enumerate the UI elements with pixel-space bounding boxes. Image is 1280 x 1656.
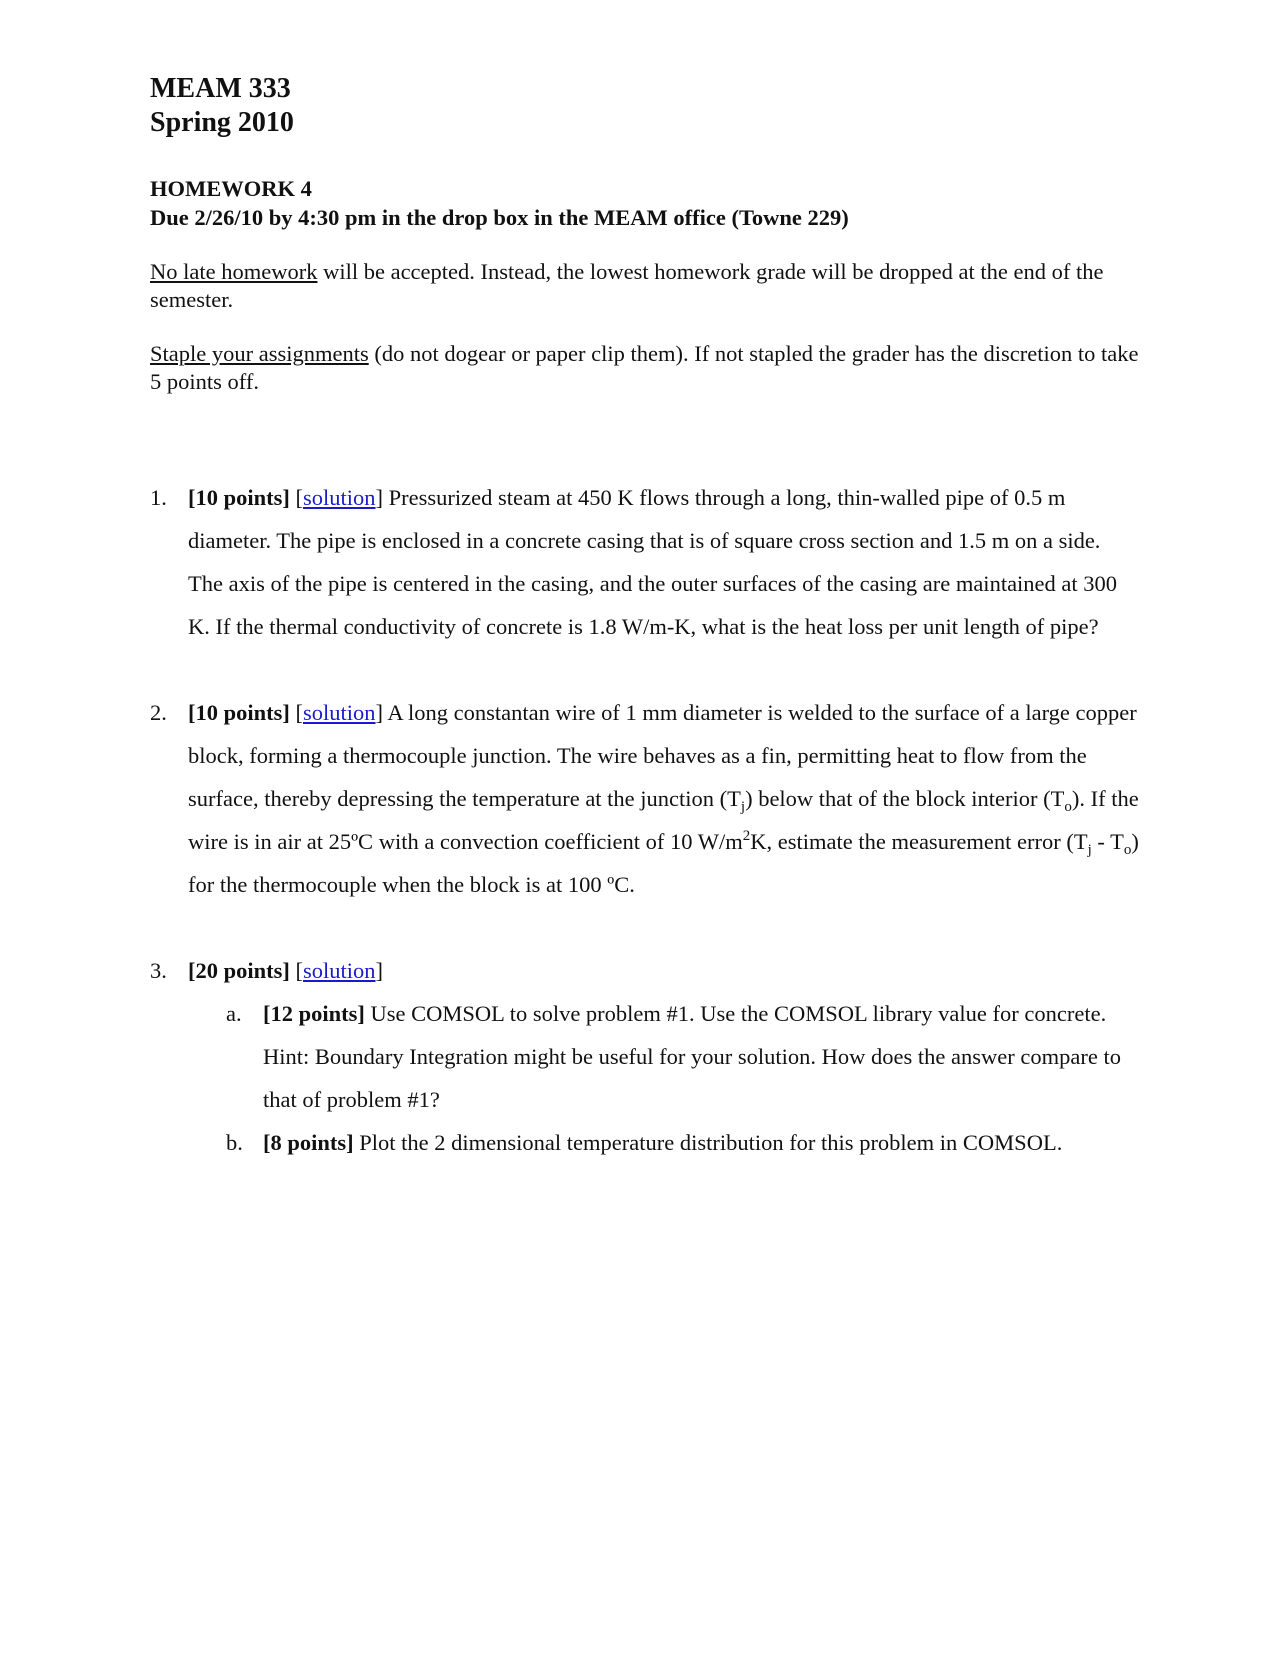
solution-link-3[interactable]: solution	[303, 958, 376, 983]
superscript-2: 2	[742, 828, 751, 844]
problem-3: 3. [20 points] [solution] a. [12 points] Use COMSOL to solve problem #1. Use the COMSOL library value for concrete. Hint: Boundary Integration might be useful for your solution. How does the answer compare to that of problem #1? b. [8 points] Plot the 2 dimensional temperature distribution for this problem in COMSOL.	[150, 949, 1140, 1164]
subpart-points: [8 points]	[263, 1130, 354, 1155]
homework-due-date: Due 2/26/10 by 4:30 pm in the drop box in the MEAM office (Towne 229)	[150, 205, 849, 230]
staple-policy	[150, 340, 1140, 396]
subscript-j: j	[740, 799, 746, 815]
problem-number: 1.	[150, 485, 167, 510]
homework-header	[150, 174, 1140, 232]
subpart-list	[226, 992, 1140, 1164]
problem-list	[150, 476, 1140, 1164]
problem-number: 3.	[150, 958, 167, 983]
solution-link-2[interactable]: solution	[303, 700, 376, 725]
course-term: Spring 2010	[150, 107, 294, 138]
homework-page	[150, 72, 1140, 1164]
homework-title: HOMEWORK 4	[150, 176, 312, 201]
text-run: ) below that of the block interior (T	[745, 786, 1065, 811]
subpart-text: Use COMSOL to solve problem #1. Use the COMSOL library value for concrete. Hint: Boundary Integration might be useful for your solution. How does the answer compare to that of problem #1?	[263, 1001, 1121, 1112]
subscript-o: o	[1064, 799, 1072, 815]
staple-policy-lead: Staple your assignments	[150, 341, 369, 366]
subpart-b	[226, 1121, 1140, 1164]
problem-points: [10 points]	[188, 700, 290, 725]
subpart-points: [12 points]	[263, 1001, 365, 1026]
late-policy	[150, 258, 1140, 314]
late-policy-lead: No late homework	[150, 259, 318, 284]
problem-points: [10 points]	[188, 485, 290, 510]
staple-policy-text: (do not dogear or paper clip them). If not stapled the grader has the discretion to take 5 points off.	[150, 341, 1139, 394]
solution-link-1[interactable]: solution	[303, 485, 376, 510]
course-code: MEAM 333	[150, 73, 291, 104]
problem-2: 2. [10 points] [solution] A long constantan wire of 1 mm diameter is welded to the surface of a large copper block, forming a thermocouple junction. The wire behaves as a fin, permitting heat to flow from the surface, thereby depressing the temperature at the junction $(T_j)$ below that of the block interior $(T_o)$. If the wire is in air at 25ºC with a convection coefficient of 10 $W/m^2K$, estimate the measurement error $(T_j - T_o)$ for the thermocouple when the block is at 100 ºC.	[150, 691, 1140, 906]
problem-1: 1. [10 points] [solution] Pressurized steam at 450 K flows through a long, thin-walled pipe of 0.5 m diameter. The pipe is enclosed in a concrete casing that is of square cross section and 1.5 m on a side. The axis of the pipe is centered in the casing, and the outer surfaces of the casing are maintained at 300 K. If the thermal conductivity of concrete is 1.8 W/m-K, what is the heat loss per unit length of pipe?	[150, 476, 1140, 648]
text-run: A long constantan wire of 1 mm diameter is welded to the surface of a large copper block, forming a thermocouple junction. The wire behaves as a fin, permitting heat to flow from the surface, thereby depressing the temperature at the junction (T	[188, 700, 1137, 811]
course-title	[150, 72, 1140, 140]
subscript-o: o	[1123, 842, 1132, 858]
text-run: ). If the wire is in air at 25ºC with a convection coefficient of 10 W/m	[188, 786, 1139, 854]
subpart-letter: a.	[226, 1001, 242, 1026]
subpart-a	[226, 992, 1140, 1121]
subpart-letter: b.	[226, 1130, 243, 1155]
text-run: K, estimate the measurement error (T	[750, 829, 1088, 854]
problem-number: 2.	[150, 700, 167, 725]
text-run: - T	[1091, 829, 1124, 854]
problem-text	[188, 700, 1139, 897]
problem-text: Pressurized steam at 450 K flows through a long, thin-walled pipe of 0.5 m diameter. The pipe is enclosed in a concrete casing that is of square cross section and 1.5 m on a side. The axis of the pipe is centered in the casing, and the outer surfaces of the casing are maintained at 300 K. If the thermal conductivity of concrete is 1.8 W/m-K, what is the heat loss per unit length of pipe?	[188, 485, 1118, 639]
subpart-text: Plot the 2 dimensional temperature distribution for this problem in COMSOL.	[359, 1130, 1063, 1155]
late-policy-text: will be accepted. Instead, the lowest homework grade will be dropped at the end of the semester.	[150, 259, 1104, 312]
text-run: ) for the thermocouple when the block is at 100 ºC.	[188, 829, 1139, 897]
problem-points: [20 points]	[188, 958, 290, 983]
subscript-j: j	[1087, 842, 1092, 858]
